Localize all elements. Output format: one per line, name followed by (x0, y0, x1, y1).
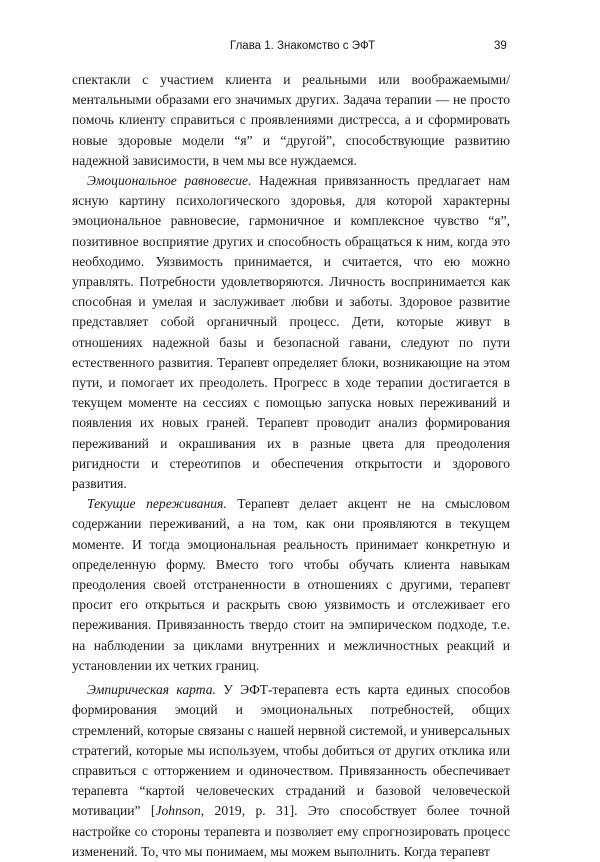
chapter-title: Глава 1. Знакомство с ЭФТ (230, 40, 376, 52)
paragraph-lead: Эмпирическая карта. (87, 682, 216, 698)
paragraph-continuation (72, 70, 510, 171)
paragraph-text: У ЭФТ-терапевта есть карта единых способов формирования эмоций и эмоциональных потребностей, общих стремлений, которые связаны с нашей нервной системой, и универсальных стратегий, которые мы используем, чтобы добиться от других отклика или справиться с отторжением и одиночеством. Привязанность обеспечивает терапевта “картой человеческих страданий и базовой человеческой мотивации” [ (72, 682, 510, 819)
paragraph-text: Надежная привязанность предлагает нам ясную картину психологического здоровья, для которой характерны эмоциональное равновесие, гармоничное и комплексное чувство “я”, позитивное восприятие других и способность обращаться к ним, когда это необходимо. Уязвимость принимается, и считается, что ею можно управлять. Потребности удовлетворяются. Личность воспринимается как способная и умелая и заслуживает любви и заботы. Здоровое развитие представляет собой органичный процесс. Дети, которые живут в отношениях надежной базы и безопасной гавани, следуют по пути естественного развития. Терапевт определяет блоки, возникающие на этом пути, и помогает их преодолеть. Прогресс в ходе терапии достигается в текущем моменте на сессиях с помощью запуска новых переживаний и появления их новых граней. Терапевт проводит анализ формирования переживаний и окрашивания их в разные цвета для преодоления ригидности и стереотипов и обеспечения открытости и здорового развития. (72, 173, 510, 492)
paragraph-text-continued: , 2019, p. 31]. Это способствует более точной настройке со стороны терапевта и позволяет ему спрогнозировать процесс изменений. То, что мы понимаем, мы можем выполнить. Когда терапевт (72, 803, 510, 859)
running-header (0, 40, 600, 56)
paragraph-lead: Текущие переживания. (87, 496, 227, 512)
page-body (72, 70, 510, 862)
paragraph-text: Терапевт делает акцент не на смысловом содержании переживаний, а на том, как они проявляются в текущем моменте. И тогда эмоциональная реальность принимает конкретную и определенную форму. Вместо того чтобы обучать клиента навыкам преодоления своей отстраненности в отношениях с другими, терапевт просит его открыться и раскрыть свою уязвимость и отслеживает его переживания. Привязанность твердо стоит на эмпирическом подходе, т.е. на наблюдении за циклами внутренних и межличностных реакций и установлении их четких границ. (72, 496, 510, 673)
paragraph-lead: Эмоциональное равновесие. (87, 173, 252, 189)
citation-author: Johnson (155, 803, 201, 819)
paragraph-emotional-balance (72, 171, 510, 494)
paragraph-empirical-map (72, 680, 510, 862)
paragraph-current-experiences (72, 494, 510, 676)
paragraph-text: спектакли с участием клиента и реальными или воображаемыми/ментальными образами его значимых других. Задача терапии — не просто помочь клиенту справиться с проявлениями дистресса, а и сформировать новые здоровые модели “я” и “другой”, способствующие развитию надежной зависимости, в чем мы все нуждаемся. (72, 72, 510, 168)
page-number: 39 (494, 40, 507, 52)
